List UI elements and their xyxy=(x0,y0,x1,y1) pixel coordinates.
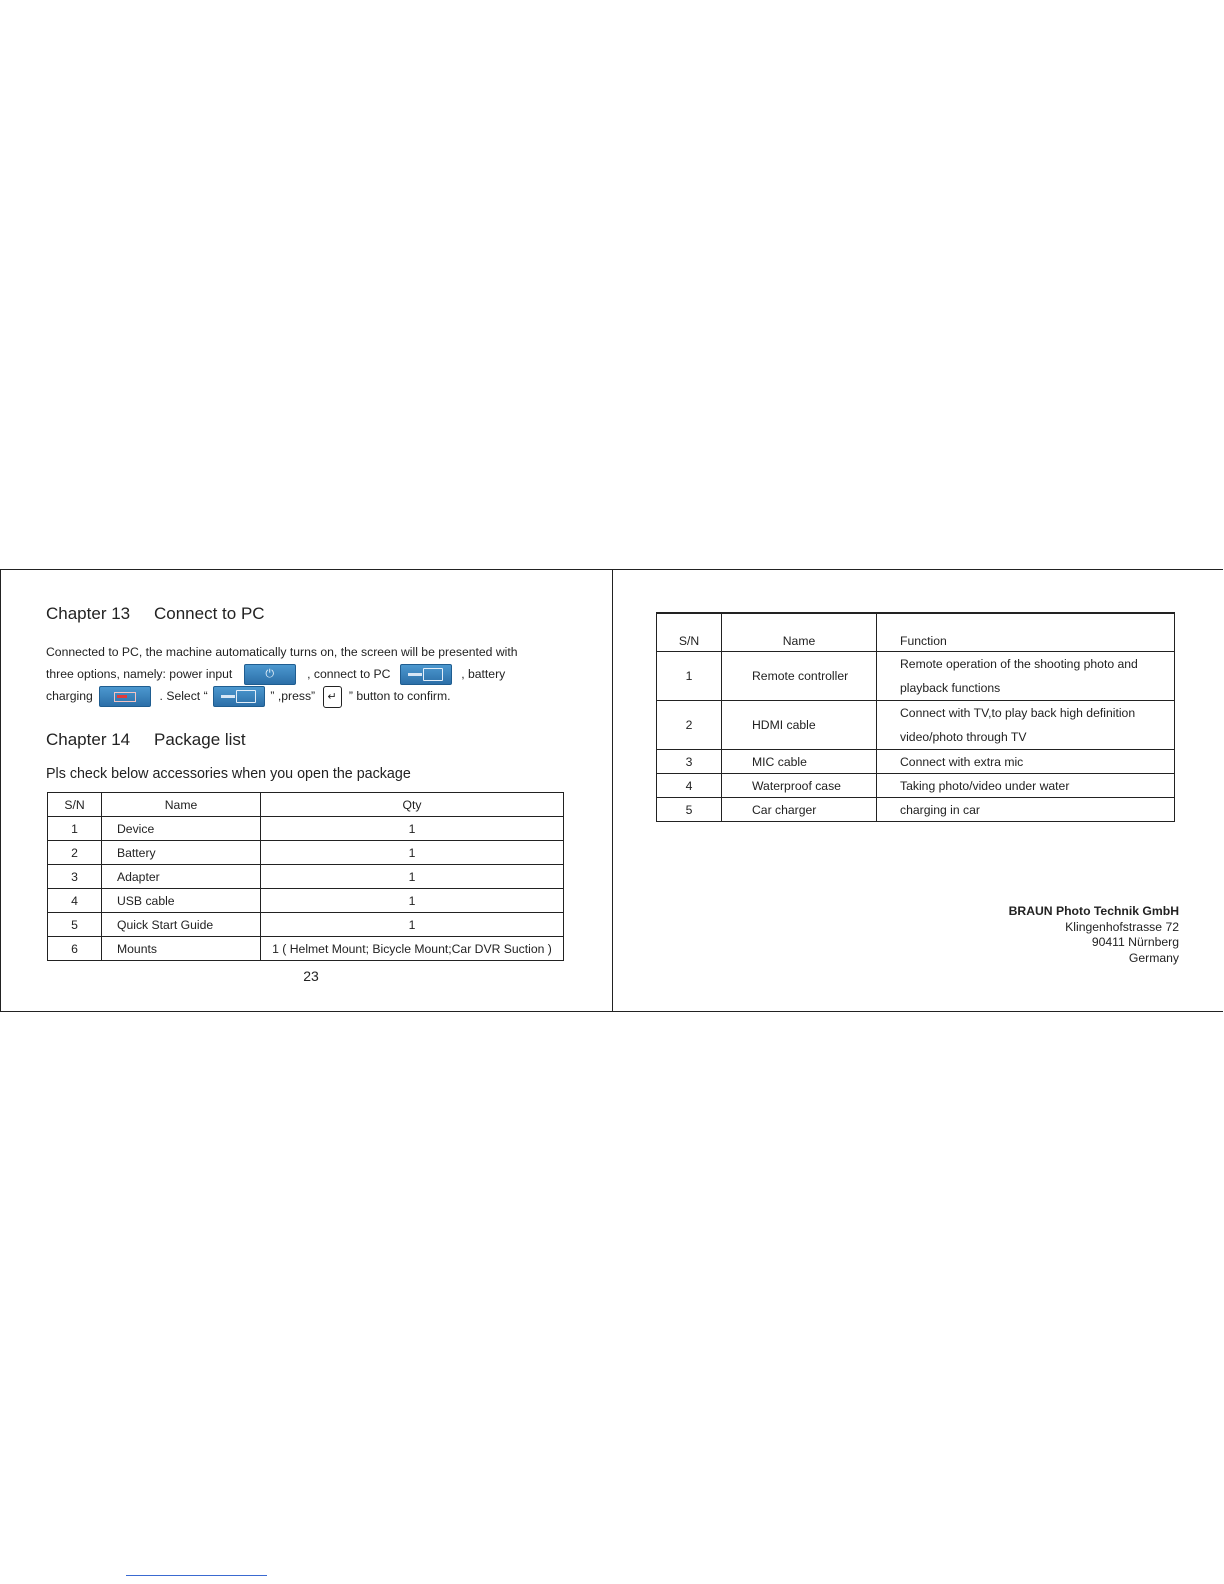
paragraph-text: Connected to PC, the machine automatically turns on, the screen will be presented with xyxy=(46,645,518,659)
footer-rule xyxy=(126,1575,267,1576)
header-name: Name xyxy=(102,793,261,817)
paragraph-text: . Select “ xyxy=(159,689,208,703)
cell-qty: 1 xyxy=(261,889,564,913)
table-row xyxy=(48,937,564,961)
power-plug-icon xyxy=(244,664,296,685)
chapter-13-title: Connect to PC xyxy=(154,604,265,623)
cell-name: USB cable xyxy=(102,889,261,913)
table-row xyxy=(48,817,564,841)
cell-name: Waterproof case xyxy=(722,774,877,798)
cell-name: Car charger xyxy=(722,798,877,822)
monitor-shape xyxy=(423,668,443,681)
paragraph-text: ” ,press” xyxy=(270,689,316,703)
cell-function: Connect with extra mic xyxy=(877,750,1175,774)
table-row xyxy=(48,841,564,865)
usb-connector-shape xyxy=(221,695,235,698)
company-name: BRAUN Photo Technik GmbH xyxy=(1008,904,1179,918)
cell-function: Taking photo/video under water xyxy=(877,774,1175,798)
cell-sn: 4 xyxy=(48,889,102,913)
address-city: 90411 Nürnberg xyxy=(1091,935,1179,949)
cell-qty: 1 xyxy=(261,865,564,889)
chapter-14-number: Chapter 14 xyxy=(46,730,131,749)
cell-sn: 2 xyxy=(48,841,102,865)
cell-name: Quick Start Guide xyxy=(102,913,261,937)
paragraph-text: ” button to confirm. xyxy=(348,689,451,703)
package-list-table xyxy=(47,792,564,961)
table-header-row xyxy=(48,793,564,817)
cell-sn: 3 xyxy=(48,865,102,889)
cell-sn: 5 xyxy=(657,798,722,822)
table-row xyxy=(657,652,1175,701)
paragraph-text: , connect to PC xyxy=(307,667,391,681)
usb-to-pc-icon xyxy=(400,664,452,685)
cell-name: Adapter xyxy=(102,865,261,889)
paragraph-text: three options, namely: power input xyxy=(46,667,233,681)
paragraph-text: , battery xyxy=(461,667,506,681)
cell-qty: 1 xyxy=(261,913,564,937)
cell-name: MIC cable xyxy=(722,750,877,774)
paragraph-text: charging xyxy=(46,689,93,703)
table-row xyxy=(48,889,564,913)
usb-connector-shape xyxy=(408,673,422,676)
cell-sn: 5 xyxy=(48,913,102,937)
cell-sn: 6 xyxy=(48,937,102,961)
cell-function xyxy=(877,652,1175,701)
cell-name: Device xyxy=(102,817,261,841)
table-header-row xyxy=(657,613,1175,652)
header-sn: S/N xyxy=(48,793,102,817)
cell-function xyxy=(877,701,1175,750)
plug-glyph: ⏻ xyxy=(265,668,275,681)
cell-name: Battery xyxy=(102,841,261,865)
cell-sn: 1 xyxy=(657,652,722,701)
chapter-13-heading xyxy=(46,604,265,624)
battery-charging-icon xyxy=(99,686,151,707)
cell-name: Mounts xyxy=(102,937,261,961)
table-row xyxy=(657,774,1175,798)
battery-fill-shape xyxy=(117,695,127,698)
page-divider xyxy=(612,569,613,1012)
cell-qty: 1 ( Helmet Mount; Bicycle Mount;Car DVR Suction ) xyxy=(261,937,564,961)
package-intro-text: Pls check below accessories when you open the package xyxy=(46,766,411,782)
cell-name: Remote controller xyxy=(722,652,877,701)
enter-key-icon: ↵ xyxy=(323,686,342,708)
connect-to-pc-paragraph xyxy=(46,641,576,707)
cell-sn: 3 xyxy=(657,750,722,774)
cell-sn: 4 xyxy=(657,774,722,798)
function-line: Connect with TV,to play back high definition xyxy=(900,706,1136,720)
cell-name: HDMI cable xyxy=(722,701,877,750)
function-line: Remote operation of the shooting photo and xyxy=(900,657,1138,671)
accessory-function-table xyxy=(656,612,1175,822)
address-street: Klingenhofstrasse 72 xyxy=(1065,919,1179,934)
chapter-14-title: Package list xyxy=(154,730,246,749)
table-row xyxy=(48,913,564,937)
cell-qty: 1 xyxy=(261,841,564,865)
header-function: Function xyxy=(877,613,1175,652)
cell-sn: 2 xyxy=(657,701,722,750)
page-number: 23 xyxy=(303,968,319,984)
table-row xyxy=(657,750,1175,774)
table-row xyxy=(48,865,564,889)
chapter-13-number: Chapter 13 xyxy=(46,604,131,623)
header-name: Name xyxy=(722,613,877,652)
cell-sn: 1 xyxy=(48,817,102,841)
chapter-14-heading xyxy=(46,730,246,750)
function-line: playback functions xyxy=(900,681,1001,695)
header-qty: Qty xyxy=(261,793,564,817)
monitor-shape xyxy=(236,690,256,703)
header-sn: S/N xyxy=(657,613,722,652)
cell-function: charging in car xyxy=(877,798,1175,822)
function-line: video/photo through TV xyxy=(900,730,1027,744)
right-page xyxy=(614,570,1224,1011)
table-row xyxy=(657,701,1175,750)
table-row xyxy=(657,798,1175,822)
cell-qty: 1 xyxy=(261,817,564,841)
left-page xyxy=(1,570,613,1011)
paragraph-line-3 xyxy=(46,685,576,707)
address-country: Germany xyxy=(1128,950,1179,965)
company-address xyxy=(1009,904,1179,966)
paragraph-line-2 xyxy=(46,663,576,685)
paragraph-line-1 xyxy=(46,641,576,663)
usb-to-pc-icon xyxy=(213,686,265,707)
